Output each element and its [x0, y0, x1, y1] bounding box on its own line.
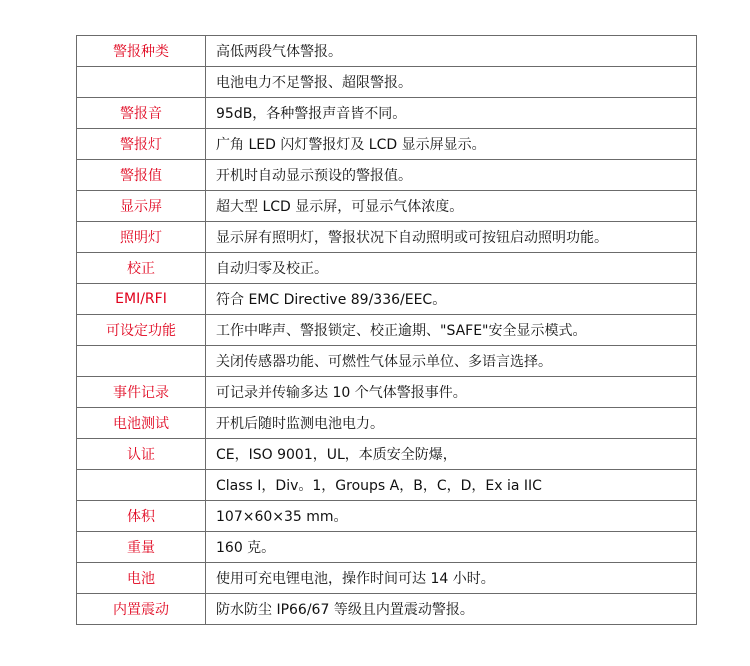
row-label: EMI/RFI	[77, 284, 206, 315]
row-label: 电池测试	[77, 408, 206, 439]
row-label	[77, 67, 206, 98]
row-label: 可设定功能	[77, 315, 206, 346]
table-row	[77, 532, 697, 563]
table-row	[77, 470, 697, 501]
table-row	[77, 98, 697, 129]
row-label: 照明灯	[77, 222, 206, 253]
row-value: 防水防尘 IP66/67 等级且内置震动警报。	[206, 594, 697, 625]
table-row	[77, 222, 697, 253]
row-value: 符合 EMC Directive 89/336/EEC。	[206, 284, 697, 315]
row-value: 显示屏有照明灯，警报状况下自动照明或可按钮启动照明功能。	[206, 222, 697, 253]
row-value: 使用可充电锂电池，操作时间可达 14 小时。	[206, 563, 697, 594]
row-value: 开机后随时监测电池电力。	[206, 408, 697, 439]
table-row	[77, 284, 697, 315]
row-value: 关闭传感器功能、可燃性气体显示单位、多语言选择。	[206, 346, 697, 377]
row-label: 重量	[77, 532, 206, 563]
row-value: 开机时自动显示预设的警报值。	[206, 160, 697, 191]
table-row	[77, 501, 697, 532]
row-value: 95dB，各种警报声音皆不同。	[206, 98, 697, 129]
table-row	[77, 408, 697, 439]
row-value: 107×60×35 mm。	[206, 501, 697, 532]
row-value: Class I，Div。1，Groups A，B，C，D，Ex ia IIC	[206, 470, 697, 501]
table-row	[77, 594, 697, 625]
row-label: 警报值	[77, 160, 206, 191]
spec-table-body	[77, 36, 697, 625]
row-label: 警报音	[77, 98, 206, 129]
row-value: 工作中哔声、警报锁定、校正逾期、"SAFE"安全显示模式。	[206, 315, 697, 346]
row-value: 高低两段气体警报。	[206, 36, 697, 67]
table-row	[77, 191, 697, 222]
row-value: 自动归零及校正。	[206, 253, 697, 284]
table-row	[77, 563, 697, 594]
row-label: 认证	[77, 439, 206, 470]
table-row	[77, 129, 697, 160]
row-label	[77, 470, 206, 501]
table-row	[77, 377, 697, 408]
row-value: 电池电力不足警报、超限警报。	[206, 67, 697, 98]
table-row	[77, 36, 697, 67]
row-label	[77, 346, 206, 377]
row-value: 可记录并传输多达 10 个气体警报事件。	[206, 377, 697, 408]
row-value: 广角 LED 闪灯警报灯及 LCD 显示屏显示。	[206, 129, 697, 160]
row-label: 显示屏	[77, 191, 206, 222]
spec-table	[76, 35, 697, 625]
table-row	[77, 315, 697, 346]
row-label: 内置震动	[77, 594, 206, 625]
table-row	[77, 253, 697, 284]
row-value: 超大型 LCD 显示屏，可显示气体浓度。	[206, 191, 697, 222]
row-label: 警报灯	[77, 129, 206, 160]
table-row	[77, 160, 697, 191]
table-row	[77, 67, 697, 98]
table-row	[77, 346, 697, 377]
row-value: 160 克。	[206, 532, 697, 563]
table-row	[77, 439, 697, 470]
row-label: 体积	[77, 501, 206, 532]
row-label: 电池	[77, 563, 206, 594]
row-label: 警报种类	[77, 36, 206, 67]
row-label: 事件记录	[77, 377, 206, 408]
row-label: 校正	[77, 253, 206, 284]
row-value: CE，ISO 9001，UL，本质安全防爆，	[206, 439, 697, 470]
